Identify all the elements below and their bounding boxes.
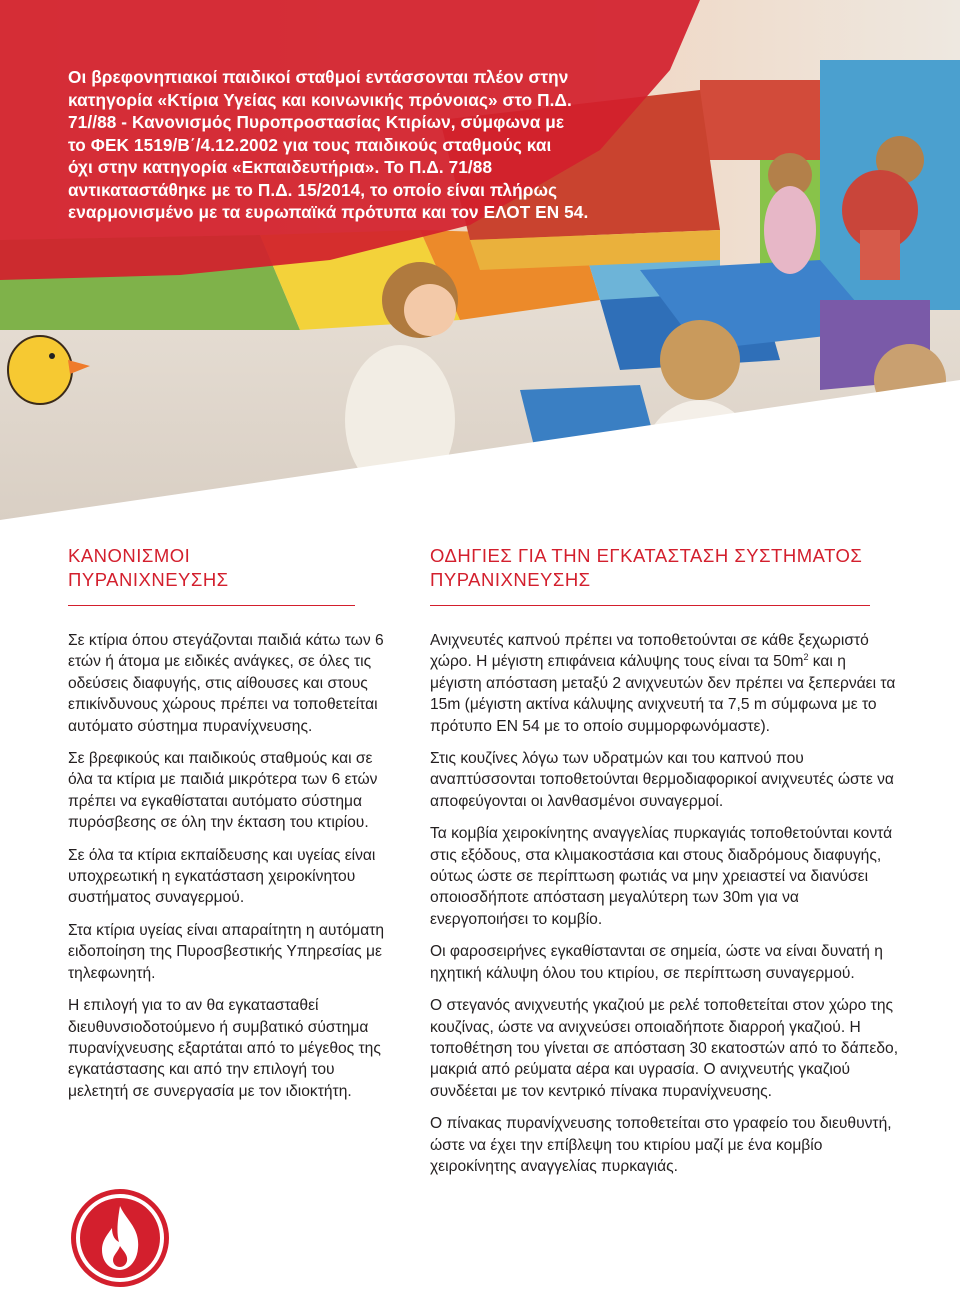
right-title-divider [430,605,870,606]
intro-line: Οι βρεφονηπιακοί παιδικοί σταθμοί εντάσσονται πλέον στην [68,67,569,87]
left-paragraph: Σε όλα τα κτίρια εκπαίδευσης και υγείας είναι υποχρεωτική η εγκατάσταση χειροκίνητου συστήματος συναγερμού. [68,846,376,907]
right-paragraph: Στις κουζίνες λόγω των υδρατμών και του καπνού που αναπτύσσονται τοποθετούνται θερμοδιαφορικοί ανιχνευτές ώστε να αποφεύγονται οι λανθασμένοι συναγερμοί. [430,750,894,810]
left-title-divider [68,605,355,606]
right-title-line2: ΠΥΡΑΝΙΧΝΕΥΣΗΣ [430,569,591,590]
intro-line: το ΦΕΚ 1519/Β΄/4.12.2002 για τους παιδικούς σταθμούς και [68,134,552,155]
intro-text [68,66,628,224]
right-column-body [430,630,900,1188]
left-paragraph: Η επιλογή για το αν θα εγκατασταθεί διευθυνσιοδοτούμενο ή συμβατικό σύστημα πυρανίχνευσης εξαρτάται από το μέγεθος της εγκατάστασης και από την επιλογή του μελετητή σε συνεργασία με τον ιδιοκτήτη. [68,997,381,1100]
right-column-title [430,544,910,592]
right-paragraph: Ο στεγανός ανιχνευτής γκαζιού με ρελέ τοποθετείται στον χώρο της κουζίνας, ώστε να ανιχνεύσει οποιαδήποτε διαρροή γκαζιού. Η τοποθέτηση του γίνεται σε απόσταση 30 εκατοστών από το δάπεδο, μακριά από ρεύματα αέρα και υγρασία. Ο ανιχνευτής γκαζιού συνδέεται με τον κεντρικό πίνακα πυρανίχνευσης. [430,997,899,1100]
superscript-2: 2 [803,652,809,663]
right-p1-text-cont: και η μέγιστη απόσταση μεταξύ 2 ανιχνευτών δεν πρέπει να ξεπερνάει τα 15m (μέγιστη ακτίνα κάλυψης ανιχνευτή τα 7,5 m σύμφωνα με το πρότυπο ΕΝ 54 με το οποίο συμμορφωνόμαστε). [430,653,896,735]
right-title-line1: ΟΔΗΓΙΕΣ ΓΙΑ ΤΗΝ ΕΓΚΑΤΑΣΤΑΣΗ ΣΥΣΤΗΜΑΤΟΣ [430,545,863,566]
right-paragraph: Ο πίνακας πυρανίχνευσης τοποθετείται στο γραφείο του διευθυντή, ώστε να έχει την επίβλεψη του κτιρίου μαζί με ένα κομβίο χειροκίνητης αναγγελίας πυρκαγιάς. [430,1115,892,1175]
intro-line: 71//88 - Κανονισμός Πυροπροστασίας Κτιρίων, σύμφωνα με [68,112,565,132]
right-paragraph [430,630,900,737]
left-paragraph: Στα κτίρια υγείας είναι απαραίτητη η αυτόματη ειδοποίηση της Πυροσβεστικής Υπηρεσίας με τηλεφωνητή. [68,921,385,982]
intro-line: αντικαταστάθηκε με το Π.Δ. 15/2014, το οποίο είναι πλήρως [68,179,558,200]
intro-line: όχι στην κατηγορία «Εκπαιδευτήρια». Το Π.Δ. 71/88 [68,157,493,177]
right-paragraph: Τα κομβία χειροκίνητης αναγγελίας πυρκαγιάς τοποθετούνται κοντά στις εξόδους, στα κλιμακοστάσια και στους διαδρόμους διαφυγής, ούτως ώστε σε περίπτωση φωτιάς να μην χρειαστεί να διανύσει οποιοσδήποτε απόσταση μεγαλύτερη των 30m για να ενεργοποιήσει το κομβίο. [430,825,893,928]
left-title-line2: ΠΥΡΑΝΙΧΝΕΥΣΗΣ [68,569,229,590]
fire-icon [70,1188,170,1293]
intro-line: εναρμονισμένο με τα ευρωπαϊκά πρότυπα και τον ΕΛΟΤ ΕΝ 54. [68,202,589,222]
left-title-line1: ΚΑΝΟΝΙΣΜΟΙ [68,545,191,566]
right-p1-text: Ανιχνευτές καπνού πρέπει να τοποθετούνται σε κάθε ξεχωριστό χώρο. Η μέγιστη επιφάνεια κάλυψης τους είναι τα 50m [430,632,869,671]
right-paragraph: Οι φαροσειρήνες εγκαθίστανται σε σημεία, ώστε να είναι δυνατή η ηχητική κάλυψη όλου του κτιρίου, σε περίπτωση συναγερμού. [430,943,883,982]
left-column-body [68,630,388,1113]
intro-line: κατηγορία «Κτίρια Υγείας και κοινωνικής πρόνοιας» στο Π.Δ. [68,89,572,110]
left-paragraph: Σε βρεφικούς και παιδικούς σταθμούς και σε όλα τα κτίρια με παιδιά μικρότερα των 6 ετών πρέπει να εγκαθίσταται αυτόματο σύστημα πυρόσβεσης σε όλη την έκταση του κτιρίου. [68,750,378,832]
left-column-title [68,544,368,592]
left-paragraph: Σε κτίρια όπου στεγάζονται παιδιά κάτω των 6 ετών ή άτομα με ειδικές ανάγκες, σε όλες τις οδεύσεις διαφυγής, στις αίθουσες και στους επικίνδυνους χώρους πρέπει να τοποθετείται αυτόματο σύστημα πυρανίχνευσης. [68,632,384,735]
